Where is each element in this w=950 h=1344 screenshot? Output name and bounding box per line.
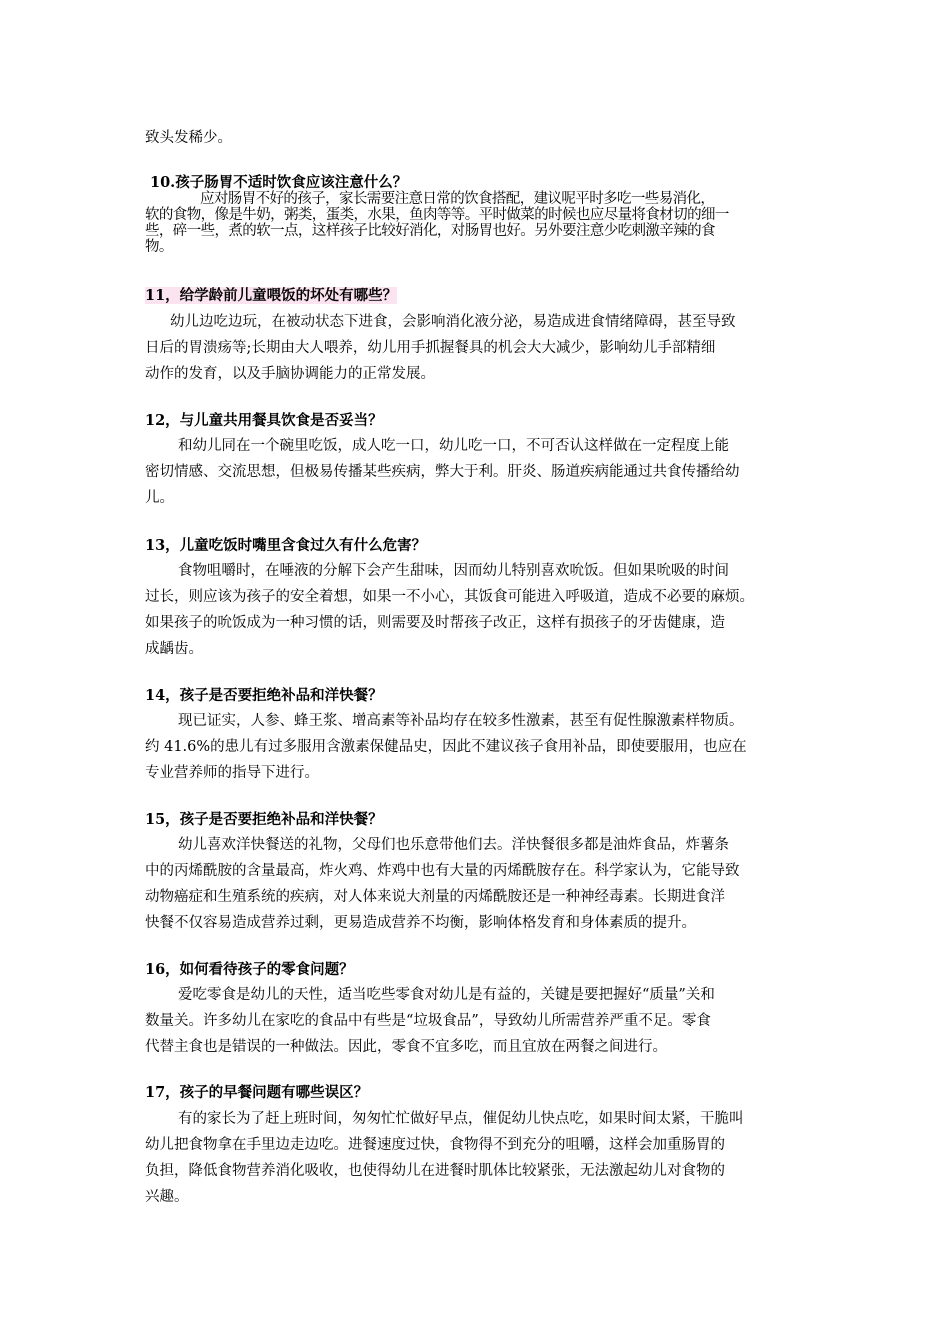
section-14-heading: 14，孩子是否要拒绝补品和洋快餐？ xyxy=(145,687,383,704)
section-10-line: 物。 xyxy=(145,239,173,255)
section-16-line: 代替主食也是错误的一种做法。因此，零食不宜多吃，而且宜放在两餐之间进行。 xyxy=(145,1039,667,1055)
section-15-line: 快餐不仅容易造成营养过剩，更易造成营养不均衡，影响体格发育和身体素质的提升。 xyxy=(145,915,696,931)
section-11-line: 幼儿边吃边玩，在被动状态下进食，会影响消化液分泌，易造成进食情绪障碍，甚至导致 xyxy=(170,314,736,330)
section-17-line: 有的家长为了赶上班时间，匆匆忙忙做好早点，催促幼儿快点吃，如果时间太紧，干脆叫 xyxy=(178,1111,744,1127)
section-15-line: 动物癌症和生殖系统的疾病，对人体来说大剂量的丙烯酰胺还是一种神经毒素。长期进食洋 xyxy=(145,889,725,905)
section-11-line: 动作的发育，以及手脑协调能力的正常发展。 xyxy=(145,366,435,382)
section-15-heading: 15，孩子是否要拒绝补品和洋快餐？ xyxy=(145,811,383,828)
section-15-line: 幼儿喜欢洋快餐送的礼物，父母们也乐意带他们去。洋快餐很多都是油炸食品，炸薯条 xyxy=(178,837,729,853)
section-16-line: 数量关。许多幼儿在家吃的食品中有些是“垃圾食品”，导致幼儿所需营养严重不足。零食 xyxy=(145,1013,711,1029)
section-13-line: 过长，则应该为孩子的安全着想，如果一不小心，其饭食可能进入呼吸道，造成不必要的麻烦。 xyxy=(145,589,754,605)
section-15-line: 中的丙烯酰胺的含量最高，炸火鸡、炸鸡中也有大量的丙烯酰胺存在。科学家认为，它能导致 xyxy=(145,863,740,879)
section-13-line: 如果孩子的吮饭成为一种习惯的话，则需要及时帮孩子改正，这样有损孩子的牙齿健康，造 xyxy=(145,615,725,631)
section-10-line: 软的食物，像是牛奶，粥类，蛋类，水果，鱼肉等等。平时做菜的时候也应尽量将食材切的细一 xyxy=(145,207,729,223)
section-13-line: 食物咀嚼时，在唾液的分解下会产生甜味，因而幼儿特别喜欢吮饭。但如果吮吸的时间 xyxy=(178,563,729,579)
section-16-heading: 16，如何看待孩子的零食问题？ xyxy=(145,961,354,978)
section-16-line: 爱吃零食是幼儿的天性，适当吃些零食对幼儿是有益的，关键是要把握好“质量”关和 xyxy=(178,987,715,1003)
section-11-heading xyxy=(145,286,397,306)
intro-tail-text: 致头发稀少。 xyxy=(145,130,232,146)
section-17-line: 兴趣。 xyxy=(145,1189,189,1205)
section-11-heading-highlight: 11，给学龄前儿童喂饭的坏处有哪些？ xyxy=(145,287,398,304)
section-12-line: 密切情感、交流思想，但极易传播某些疾病，弊大于利。肝炎、肠道疾病能通过共食传播给幼 xyxy=(145,464,740,480)
section-17-line: 幼儿把食物拿在手里边走边吃。进餐速度过快，食物得不到充分的咀嚼，这样会加重肠胃的 xyxy=(145,1137,725,1153)
section-17-line: 负担，降低食物营养消化吸收，也使得幼儿在进餐时肌体比较紧张，无法激起幼儿对食物的 xyxy=(145,1163,725,1179)
section-13-heading: 13，儿童吃饭时嘴里含食过久有什么危害？ xyxy=(145,537,427,554)
section-10-heading: 10.孩子肠胃不适时饮食应该注意什么？ xyxy=(150,174,408,191)
section-12-line: 儿。 xyxy=(145,490,174,506)
section-13-line: 成龋齿。 xyxy=(145,641,203,657)
section-11-line: 日后的胃溃疡等;长期由大人喂养，幼儿用手抓握餐具的机会大大减少，影响幼儿手部精细 xyxy=(145,340,716,356)
section-14-line: 专业营养师的指导下进行。 xyxy=(145,765,319,781)
section-14-line: 现已证实，人参、蜂王浆、增高素等补品均存在较多性激素，甚至有促性腺激素样物质。 xyxy=(178,713,744,729)
section-12-line: 和幼儿同在一个碗里吃饭，成人吃一口，幼儿吃一口，不可否认这样做在一定程度上能 xyxy=(178,438,729,454)
section-10-line: 应对肠胃不好的孩子，家长需要注意日常的饮食搭配，建议呢平时多吃一些易消化， xyxy=(200,191,715,207)
section-10-line: 些，碎一些，煮的软一点，这样孩子比较好消化，对肠胃也好。另外要注意少吃刺激辛辣的食 xyxy=(145,223,715,239)
section-12-heading: 12，与儿童共用餐具饮食是否妥当？ xyxy=(145,412,383,429)
section-17-heading: 17，孩子的早餐问题有哪些误区？ xyxy=(145,1084,369,1101)
section-14-line: 约 41.6%的患儿有过多服用含激素保健品史，因此不建议孩子食用补品，即使要服用，也应在 xyxy=(145,739,747,755)
